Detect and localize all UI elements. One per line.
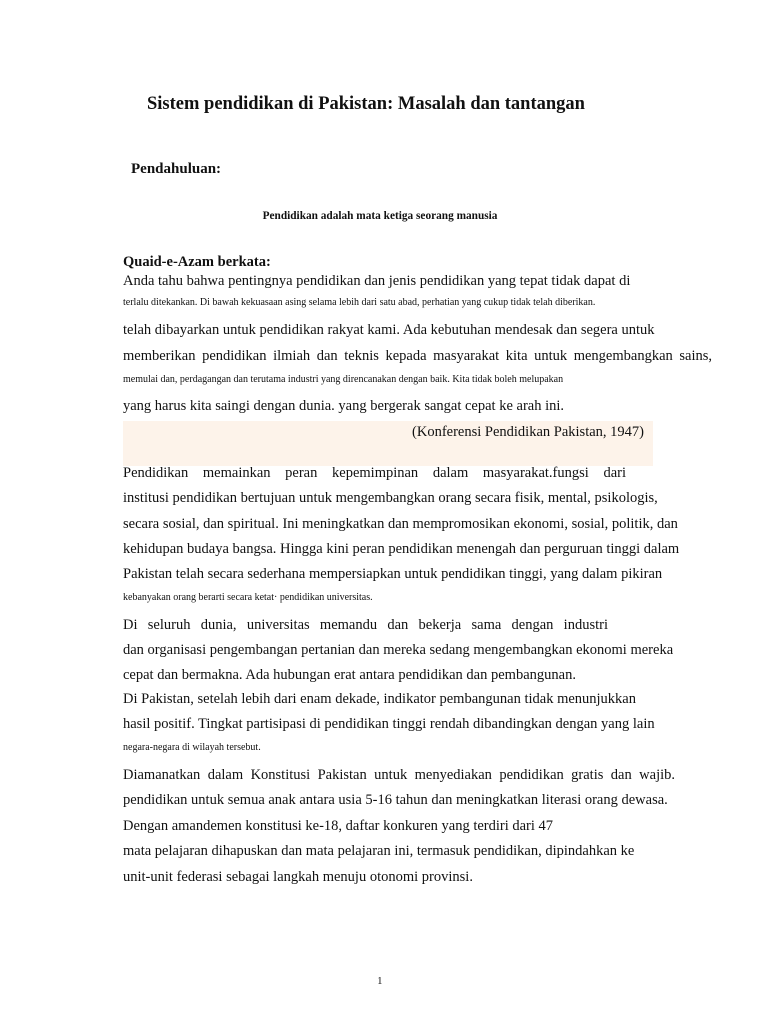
quote-line: Anda tahu bahwa pentingnya pendidikan dan jenis pendidikan yang tepat tidak dapat di xyxy=(123,273,631,289)
quote-heading: Quaid-e-Azam berkata: xyxy=(123,254,271,270)
quote-line: memberikan pendidikan ilmiah dan teknis kepada masyarakat kita untuk mengembangkan sains, xyxy=(123,348,712,364)
body-line: institusi pendidikan bertujuan untuk mengembangkan orang secara fisik, mental, psikologis, xyxy=(123,490,658,506)
body-line: mata pelajaran dihapuskan dan mata pelajaran ini, termasuk pendidikan, dipindahkan ke xyxy=(123,843,635,859)
quote-line: memulai dan, perdagangan dan terutama industri yang direncanakan dengan baik. Kita tidak boleh melupakan xyxy=(123,374,564,385)
body-line: Pakistan telah secara sederhana mempersiapkan untuk pendidikan tinggi, yang dalam pikiran xyxy=(123,566,663,582)
body-line: Pendidikan memainkan peran kepemimpinan dalam masyarakat.fungsi dari xyxy=(123,465,626,481)
quote-line: terlalu ditekankan. Di bawah kekuasaan asing selama lebih dari satu abad, perhatian yang cukup tidak telah diberikan. xyxy=(123,297,596,308)
body-line: hasil positif. Tingkat partisipasi di pendidikan tinggi rendah dibandingkan dengan yang lain xyxy=(123,716,655,732)
body-line: pendidikan untuk semua anak antara usia 5-16 tahun dan meningkatkan literasi orang dewasa. xyxy=(123,792,668,808)
quote-line: yang harus kita saingi dengan dunia. yang bergerak sangat cepat ke arah ini. xyxy=(123,398,565,414)
body-line: Di Pakistan, setelah lebih dari enam dekade, indikator pembangunan tidak menunjukkan xyxy=(123,691,636,707)
body-line: unit-unit federasi sebagai langkah menuju otonomi provinsi. xyxy=(123,869,473,885)
body-line: Dengan amandemen konstitusi ke-18, daftar konkuren yang terdiri dari 47 xyxy=(123,818,554,834)
document-title: Sistem pendidikan di Pakistan: Masalah dan tantangan xyxy=(147,94,585,114)
body-line: secara sosial, dan spiritual. Ini meningkatkan dan mempromosikan ekonomi, sosial, politik, dan xyxy=(123,516,678,532)
quote-line: telah dibayarkan untuk pendidikan rakyat kami. Ada kebutuhan mendesak dan segera untuk xyxy=(123,322,655,338)
body-line: dan organisasi pengembangan pertanian dan mereka sedang mengembangkan ekonomi mereka xyxy=(123,642,674,658)
intro-heading: Pendahuluan: xyxy=(131,161,222,177)
body-line: Diamanatkan dalam Konstitusi Pakistan untuk menyediakan pendidikan gratis dan wajib. xyxy=(123,767,675,783)
body-line: Di seluruh dunia, universitas memandu dan bekerja sama dengan industri xyxy=(123,617,608,633)
body-line: negara-negara di wilayah tersebut. xyxy=(123,742,261,753)
body-line: cepat dan bermakna. Ada hubungan erat antara pendidikan dan pembangunan. xyxy=(123,667,576,683)
motto-line: Pendidikan adalah mata ketiga seorang manusia xyxy=(262,208,498,222)
body-line: kebanyakan orang berarti secara ketat· pendidikan universitas. xyxy=(123,592,373,603)
page-number: 1 xyxy=(377,975,383,987)
quote-citation: (Konferensi Pendidikan Pakistan, 1947) xyxy=(412,424,644,440)
body-line: kehidupan budaya bangsa. Hingga kini peran pendidikan menengah dan perguruan tinggi dalam xyxy=(123,541,680,557)
